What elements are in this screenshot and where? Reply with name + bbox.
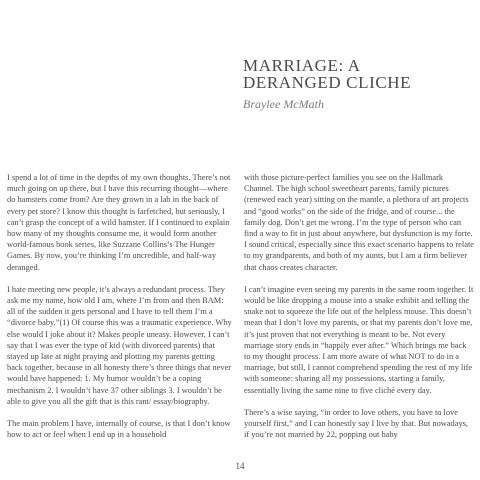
article-author: Braylee McMath [243, 97, 324, 111]
article-title-line-2: DERANGED CLICHE [243, 73, 412, 92]
paragraph: I can’t imagine even seeing my parents in the same room together. It would be like dropping a mouse into a snake exhibit and telling the snake not to squeeze the life out of the helpless mouse. This doesn’t mean that I don’t love my parents, or that my parents don’t love me, it’s just proven that not everything is meant to be. Not every marriage story ends in “happily ever after.” Which brings me back to my thought process. I am more aware of what NOT to do in a marriage, but still, I cannot comprehend spending the rest of my life with someone: sharing all my possessions, starting a family, essentially living the same nine to five cliché every day. [244, 284, 474, 395]
paragraph: There’s a wise saying, “in order to love others, you have to love yourself first,” and I can honestly say I live by that. But nowadays, if you’re not married by 22, popping out baby [244, 407, 468, 440]
paragraph: with those picture-perfect families you see on the Hallmark Channel. The high school sweetheart parents, family pictures (renewed each year) sitting on the mantle, a plethora of art projects and “good works” on the side of the fridge, and of course... the family dog. Don’t get me wrong. I’m the type of person who can find a way to fit in just about anywhere, but dysfunction is my forte. I sound critical, especially since this exact scenario happens to relate to my grandparents, and both of my aunts, but I am a firm believer that chaos creates character. [244, 173, 474, 272]
right-column [244, 172, 474, 451]
article-title [243, 57, 473, 91]
paragraph: I spend a lot of time in the depths of my own thoughts. There’s not much going on up there, but I have this recurring thought—where do hamsters come from? Are they grown in a lab in the back of every pet store? I know this thought is farfetched, but seriously, I can’t grasp the concept of a wild hamster. If I continued to explain how many of my thoughts consume me, it would form another world-famous book series, like Suzzane Collins’s The Hunger Games. By now, you’re thinking I’m uncredible, and half-way deranged. [7, 173, 231, 272]
left-column [7, 172, 232, 451]
paragraph: I hate meeting new people, it’s always a redundant process. They ask me my name, how old I am, where I’m from and then BAM: all of the sudden it gets personal and I have to tell them I’m a “divorce baby.”(1) Of course this was a traumatic experience. Why else would I joke about it? Makes people uneasy. However, I can’t say that I was ever the type of kid (with divorced parents) that stayed up late at night praying and plotting my parents getting back together, because in all honesty there’s three things that never would have happened: 1. My humor wouldn’t be a coping mechanism 2. I wouldn’t have 37 other siblings 3. I wouldn’t be able to give you all the gift that is this rant/ essay/biography. [7, 284, 232, 406]
page-number: 14 [235, 461, 245, 471]
paragraph: The main problem I have, internally of course, is that I don’t know how to act or feel when I end up in a household [7, 419, 231, 440]
article-title-line-1: MARRIAGE: A [243, 56, 361, 75]
